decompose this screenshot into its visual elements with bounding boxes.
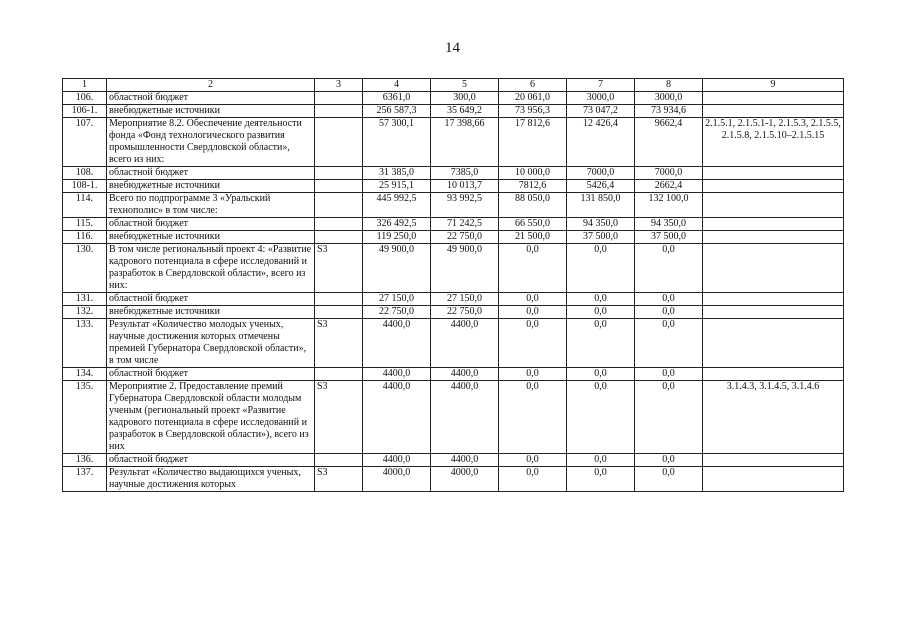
value-col4-cell: 31 385,0 (363, 167, 431, 180)
target-ref-cell (703, 218, 844, 231)
target-ref-cell (703, 306, 844, 319)
target-ref-cell (703, 319, 844, 368)
column-header: 6 (499, 79, 567, 92)
column-header: 1 (63, 79, 107, 92)
target-ref-cell (703, 368, 844, 381)
value-col7-cell: 131 850,0 (567, 193, 635, 218)
table-row (63, 92, 844, 105)
row-number-cell: 116. (63, 231, 107, 244)
table-row (63, 167, 844, 180)
value-col5-cell: 10 013,7 (431, 180, 499, 193)
row-number-cell: 137. (63, 467, 107, 492)
value-col4-cell: 4000,0 (363, 467, 431, 492)
value-col8-cell: 0,0 (635, 319, 703, 368)
value-col8-cell: 3000,0 (635, 92, 703, 105)
table-body (63, 92, 844, 492)
value-col7-cell: 0,0 (567, 467, 635, 492)
value-col7-cell: 5426,4 (567, 180, 635, 193)
value-col4-cell: 49 900,0 (363, 244, 431, 293)
value-col7-cell: 7000,0 (567, 167, 635, 180)
row-number-cell: 114. (63, 193, 107, 218)
value-col5-cell: 49 900,0 (431, 244, 499, 293)
code-cell: S3 (315, 244, 363, 293)
code-cell: S3 (315, 467, 363, 492)
value-col8-cell: 0,0 (635, 381, 703, 454)
item-name-cell: Мероприятие 8.2. Обеспечение деятельности фонда «Фонд технологического развития промышленности Свердловской области», всего из них: (107, 118, 315, 167)
value-col5-cell: 7385,0 (431, 167, 499, 180)
value-col4-cell: 25 915,1 (363, 180, 431, 193)
value-col5-cell: 22 750,0 (431, 231, 499, 244)
value-col8-cell: 0,0 (635, 467, 703, 492)
value-col7-cell: 0,0 (567, 306, 635, 319)
value-col6-cell: 0,0 (499, 381, 567, 454)
target-ref-cell (703, 105, 844, 118)
value-col6-cell: 0,0 (499, 319, 567, 368)
code-cell (315, 368, 363, 381)
item-name-cell: Всего по подпрограмме 3 «Уральский технополис» в том числе: (107, 193, 315, 218)
value-col4-cell: 326 492,5 (363, 218, 431, 231)
table-row (63, 231, 844, 244)
value-col6-cell: 0,0 (499, 467, 567, 492)
value-col5-cell: 4000,0 (431, 467, 499, 492)
value-col7-cell: 0,0 (567, 368, 635, 381)
table-row (63, 467, 844, 492)
value-col7-cell: 37 500,0 (567, 231, 635, 244)
value-col4-cell: 6361,0 (363, 92, 431, 105)
value-col7-cell: 0,0 (567, 319, 635, 368)
value-col4-cell: 27 150,0 (363, 293, 431, 306)
table-row (63, 319, 844, 368)
value-col7-cell: 0,0 (567, 381, 635, 454)
table-row (63, 193, 844, 218)
value-col4-cell: 22 750,0 (363, 306, 431, 319)
target-ref-cell (703, 231, 844, 244)
code-cell (315, 92, 363, 105)
value-col6-cell: 0,0 (499, 368, 567, 381)
code-cell (315, 231, 363, 244)
item-name-cell: областной бюджет (107, 454, 315, 467)
value-col5-cell: 35 649,2 (431, 105, 499, 118)
row-number-cell: 136. (63, 454, 107, 467)
table-row (63, 244, 844, 293)
value-col4-cell: 57 300,1 (363, 118, 431, 167)
row-number-cell: 134. (63, 368, 107, 381)
value-col8-cell: 0,0 (635, 293, 703, 306)
code-cell (315, 167, 363, 180)
table-row (63, 180, 844, 193)
value-col5-cell: 4400,0 (431, 454, 499, 467)
value-col4-cell: 4400,0 (363, 381, 431, 454)
item-name-cell: Мероприятие 2. Предоставление премий Губернатора Свердловской области молодым ученым (региональный проект «Развитие кадрового потенциала в сфере исследований и разработок в Свердловской области»), всего из них (107, 381, 315, 454)
value-col6-cell: 17 812,6 (499, 118, 567, 167)
value-col5-cell: 4400,0 (431, 381, 499, 454)
row-number-cell: 133. (63, 319, 107, 368)
value-col7-cell: 94 350,0 (567, 218, 635, 231)
column-header: 3 (315, 79, 363, 92)
value-col8-cell: 37 500,0 (635, 231, 703, 244)
row-number-cell: 115. (63, 218, 107, 231)
item-name-cell: областной бюджет (107, 218, 315, 231)
row-number-cell: 108-1. (63, 180, 107, 193)
value-col7-cell: 0,0 (567, 454, 635, 467)
item-name-cell: В том числе региональный проект 4: «Развитие кадрового потенциала в сфере исследований и разработок в Свердловской области», всего из них: (107, 244, 315, 293)
value-col7-cell: 73 047,2 (567, 105, 635, 118)
target-ref-cell (703, 180, 844, 193)
target-ref-cell: 2.1.5.1, 2.1.5.1-1, 2.1.5.3, 2.1.5.5, 2.1.5.8, 2.1.5.10–2.1.5.15 (703, 118, 844, 167)
value-col8-cell: 0,0 (635, 244, 703, 293)
table-row (63, 368, 844, 381)
table-row (63, 381, 844, 454)
value-col7-cell: 12 426,4 (567, 118, 635, 167)
value-col6-cell: 73 956,3 (499, 105, 567, 118)
value-col5-cell: 71 242,5 (431, 218, 499, 231)
value-col8-cell: 94 350,0 (635, 218, 703, 231)
row-number-cell: 131. (63, 293, 107, 306)
value-col6-cell: 20 061,0 (499, 92, 567, 105)
table-row (63, 118, 844, 167)
value-col4-cell: 119 250,0 (363, 231, 431, 244)
item-name-cell: Результат «Количество выдающихся ученых, научные достижения которых (107, 467, 315, 492)
column-header: 9 (703, 79, 844, 92)
target-ref-cell: 3.1.4.3, 3.1.4.5, 3.1.4.6 (703, 381, 844, 454)
value-col6-cell: 10 000,0 (499, 167, 567, 180)
value-col6-cell: 66 550,0 (499, 218, 567, 231)
item-name-cell: внебюджетные источники (107, 180, 315, 193)
value-col5-cell: 300,0 (431, 92, 499, 105)
value-col8-cell: 73 934,6 (635, 105, 703, 118)
item-name-cell: внебюджетные источники (107, 231, 315, 244)
value-col4-cell: 256 587,3 (363, 105, 431, 118)
target-ref-cell (703, 244, 844, 293)
value-col6-cell: 0,0 (499, 293, 567, 306)
value-col5-cell: 22 750,0 (431, 306, 499, 319)
table-row (63, 293, 844, 306)
code-cell (315, 306, 363, 319)
code-cell (315, 218, 363, 231)
table-row (63, 454, 844, 467)
code-cell (315, 454, 363, 467)
value-col4-cell: 4400,0 (363, 454, 431, 467)
value-col8-cell: 132 100,0 (635, 193, 703, 218)
column-header: 8 (635, 79, 703, 92)
column-header: 5 (431, 79, 499, 92)
code-cell: S3 (315, 319, 363, 368)
value-col4-cell: 4400,0 (363, 319, 431, 368)
value-col8-cell: 0,0 (635, 368, 703, 381)
target-ref-cell (703, 467, 844, 492)
value-col8-cell: 9662,4 (635, 118, 703, 167)
value-col7-cell: 0,0 (567, 244, 635, 293)
target-ref-cell (703, 193, 844, 218)
value-col7-cell: 3000,0 (567, 92, 635, 105)
row-number-cell: 106. (63, 92, 107, 105)
header-row (63, 79, 844, 92)
value-col5-cell: 4400,0 (431, 368, 499, 381)
item-name-cell: областной бюджет (107, 368, 315, 381)
table-row (63, 218, 844, 231)
value-col8-cell: 7000,0 (635, 167, 703, 180)
value-col4-cell: 4400,0 (363, 368, 431, 381)
table-row (63, 105, 844, 118)
target-ref-cell (703, 454, 844, 467)
value-col6-cell: 88 050,0 (499, 193, 567, 218)
column-header: 2 (107, 79, 315, 92)
value-col5-cell: 93 992,5 (431, 193, 499, 218)
row-number-cell: 106-1. (63, 105, 107, 118)
value-col4-cell: 445 992,5 (363, 193, 431, 218)
code-cell (315, 105, 363, 118)
value-col5-cell: 4400,0 (431, 319, 499, 368)
item-name-cell: областной бюджет (107, 293, 315, 306)
code-cell (315, 293, 363, 306)
code-cell (315, 193, 363, 218)
value-col6-cell: 21 500,0 (499, 231, 567, 244)
target-ref-cell (703, 293, 844, 306)
row-number-cell: 135. (63, 381, 107, 454)
value-col7-cell: 0,0 (567, 293, 635, 306)
table-row (63, 306, 844, 319)
column-header: 7 (567, 79, 635, 92)
row-number-cell: 108. (63, 167, 107, 180)
value-col6-cell: 0,0 (499, 306, 567, 319)
value-col6-cell: 0,0 (499, 454, 567, 467)
row-number-cell: 130. (63, 244, 107, 293)
column-header: 4 (363, 79, 431, 92)
target-ref-cell (703, 167, 844, 180)
value-col8-cell: 0,0 (635, 306, 703, 319)
item-name-cell: Результат «Количество молодых ученых, научные достижения которых отмечены премией Губернатора Свердловской области», в том числе (107, 319, 315, 368)
row-number-cell: 107. (63, 118, 107, 167)
item-name-cell: областной бюджет (107, 92, 315, 105)
item-name-cell: областной бюджет (107, 167, 315, 180)
value-col6-cell: 7812,6 (499, 180, 567, 193)
code-cell (315, 118, 363, 167)
item-name-cell: внебюджетные источники (107, 105, 315, 118)
value-col8-cell: 0,0 (635, 454, 703, 467)
value-col6-cell: 0,0 (499, 244, 567, 293)
value-col5-cell: 27 150,0 (431, 293, 499, 306)
target-ref-cell (703, 92, 844, 105)
row-number-cell: 132. (63, 306, 107, 319)
item-name-cell: внебюджетные источники (107, 306, 315, 319)
budget-table (62, 78, 844, 492)
value-col5-cell: 17 398,66 (431, 118, 499, 167)
value-col8-cell: 2662,4 (635, 180, 703, 193)
code-cell: S3 (315, 381, 363, 454)
code-cell (315, 180, 363, 193)
page-number: 14 (445, 40, 460, 56)
